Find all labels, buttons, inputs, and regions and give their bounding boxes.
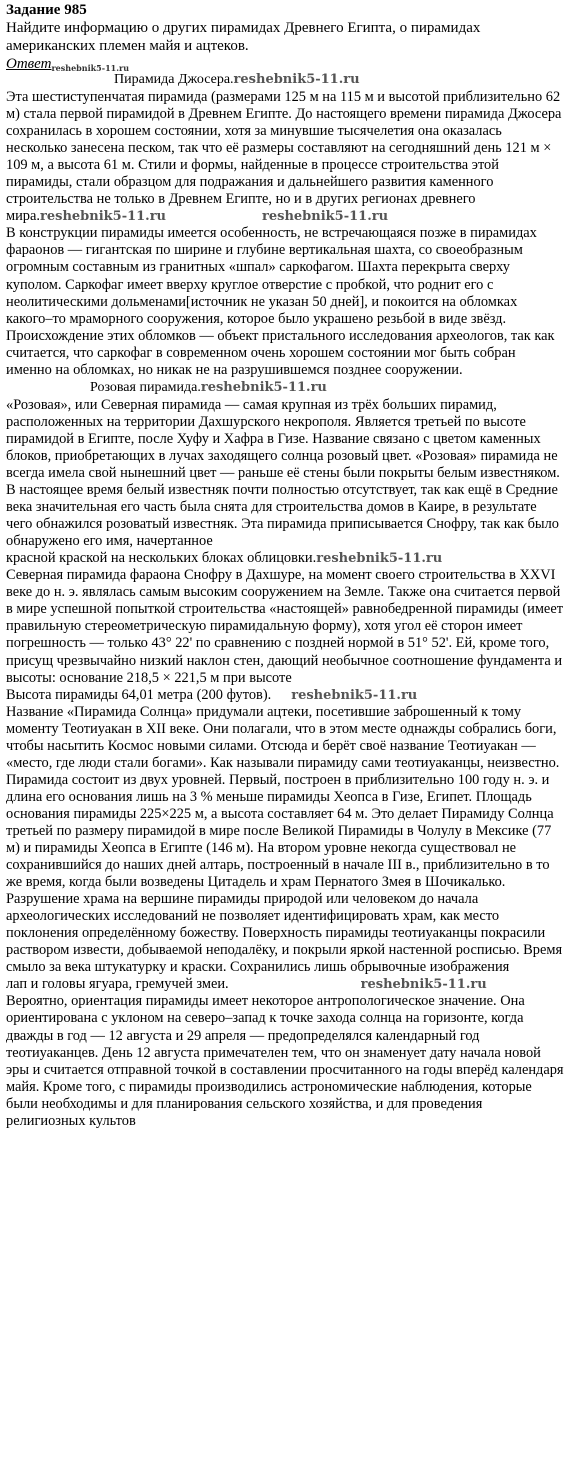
task-title: Задание 985: [6, 2, 87, 18]
heading-pink: Розовая пирамида.: [90, 379, 201, 395]
watermark-3: reshebnik5-11.ru: [262, 209, 389, 225]
watermark-5: reshebnik5-11.ru: [316, 551, 443, 567]
sun-paragraph-1: Название «Пирамида Солнца» придумали ацтеки, посетившие заброшенный к тому моменту Теотиуакан в XII веке. Они полагали, что в этом месте однажды собрались боги, чтобы насытить Космос новыми силами. Отсюда и берёт своё название Теотиуакан — «место, где люди стали богами». Как называли пирамиду сами теотиуаканцы, неизвестно.: [6, 703, 560, 771]
watermark-2: reshebnik5-11.ru: [40, 209, 167, 225]
djoser-paragraph-1-end: мира.: [6, 208, 40, 225]
pink-paragraph-2-end: Высота пирамиды 64,01 метра (200 футов).: [6, 686, 272, 703]
sun-paragraph-2-end-row: [6, 976, 564, 993]
watermark-4: reshebnik5-11.ru: [200, 379, 327, 395]
watermark-6: reshebnik5-11.ru: [291, 687, 418, 703]
pink-paragraph-1: «Розовая», или Северная пирамида — самая крупная из трёх больших пирамид, расположенных на территории Дахшурского некрополя. Является третьей по высоте пирамидой в Египте, после Хуфу и Хафра в Гизе. Название связано с цветом каменных блоков, приобретающих в лучах заходящего солнца розовый цвет. «Розовая» пирамида не всегда имела свой нынешний цвет — раньше её стены были покрыты белым известняком. В настоящее время белый известняк почти полностью отсутствует, так как ещё в Средние века значительная его часть была снята для строительства домов в Каире, в результате чего обнажился розоватый известняк. Эта пирамида приписывается Снофру, так как было обнаружено его имя, начертанное: [6, 396, 560, 550]
sun-paragraph-2-end: лап и головы ягуара, гремучей змеи.: [6, 976, 229, 993]
djoser-paragraph-1-end-row: [6, 208, 564, 225]
pink-paragraph-2-end-row: [6, 687, 564, 704]
watermark-1: reshebnik5-11.ru: [233, 72, 360, 87]
pink-paragraph-1-end: красной краской на нескольких блоках облицовки.: [6, 550, 317, 567]
sun-paragraph-2: Пирамида состоит из двух уровней. Первый, построен в приблизительно 100 году н. э. и длина его основания лишь на 3 % меньше пирамиды Хеопса в Гизе, Египет. Площадь основания пирамиды 225×225 м, а высота составляет 64 м. Это делает Пирамиду Солнца третьей по размеру пирамидой в мире после Великой Пирамиды в Чолулу в Мексике (77 м) и пирамиды Хеопса в Египте (146 м). На втором уровне некогда существовал не сохранившийся до наших дней алтарь, построенный в начале III в., приблизительно в то же время, когда были возведены Цитадель и храм Пернатого Змея в Шочикалько. Разрушение храма на вершине пирамиды природой или человеком до начала археологических исследований не позволяет идентифицировать храм, как место поклонения определённому божеству. Поверхность пирамиды теотиуаканцы покрасили раствором извести, добываемой неподалёку, и покрыли яркой настенной росписью. Время смыло за века штукатурку и краски. Сохранились лишь обрывочные изображения: [6, 771, 563, 976]
heading-pink-row: [6, 379, 564, 397]
heading-djoser-row: [6, 71, 564, 89]
djoser-paragraph-2: В конструкции пирамиды имеется особенность, не встречающаяся позже в пирамидах фараонов — гигантская по ширине и глубине вертикальная шахта, со своеобразным огромным составным из гранитных «шпал» саркофагом. Шахта перекрыта сверху куполом. Саркофаг имеет вверху круглое отверстие с пробкой, что роднит его с неолитическими дольменами[источник не указан 50 дней], и покоится на обломках какого–то мраморного сооружения, которое было украшено резьбой в виде звёзд. Происхождение этих обломков — объект пристального исследования археологов, так как считается, что саркофаг в современном очень хорошем состоянии мог быть собран именно на обломках, но никак не на разрушившемся позднее сооружении.: [6, 225, 555, 378]
task-text: Найдите информацию о других пирамидах Древнего Египта, о пирамидах американских племен майя и ацтеков.: [6, 20, 481, 54]
pink-paragraph-2: Северная пирамида фараона Снофру в Дахшуре, на момент своего строительства в XXVI веке до н. э. являлась самым высоким сооружением на Земле. Также она считается первой в мире успешной попыткой строительства «настоящей» равнобедренной пирамиды (имеет правильную стереометрическую пирамидальную форму), хотя угол её сторон имеет погрешность — только 43° 22' по сравнению с поздней нормой в 51° 52'. Ей, кроме того, присущ чрезвычайно низкий наклон стен, дающий необычное соотношение фундамента и высоты: основание 218,5 × 221,5 м при высоте: [6, 567, 563, 686]
djoser-paragraph-1: Эта шестиступенчатая пирамида (размерами 125 м на 115 м и высотой приблизительно 62 м) стала первой пирамидой в Древнем Египте. До настоящего времени пирамида Джосера сохранилась в хорошем состоянии, хотя за минувшие тысячелетия она оказалась несколько занесена песком, так что её размеры составляют на сегодняшний день 121 м × 109 м, а высота 61 м. Стили и формы, найденные в процессе строительства этой пирамиды, стали образцом для подражания и дальнейшего развития каменного строительства не только в Древнем Египте, но и в других регионах древнего: [6, 89, 562, 208]
answer-label: Ответ: [6, 56, 52, 72]
heading-djoser: Пирамида Джосера.: [114, 72, 234, 87]
watermark-small: reshebnik5-11.ru: [51, 63, 130, 73]
pink-paragraph-1-end-row: [6, 550, 564, 567]
watermark-7: reshebnik5-11.ru: [360, 977, 487, 993]
sun-paragraph-3: Вероятно, ориентация пирамиды имеет некоторое антропологическое значение. Она ориентирована с уклоном на северо–запад к точке захода солнца на горизонте, когда дважды в год — 12 августа и 29 апреля — предопределялся календарный год теотиуаканцев. День 12 августа примечателен тем, что он знаменует дату начала новой эры и считается отправной точкой в составлении просчитанного на годы вперёд календаря майя. Кроме того, с пирамиды производились астрономические наблюдения, которые были необходимы и для планирования сельского хозяйства, и для проведения религиозных культов: [6, 993, 564, 1129]
